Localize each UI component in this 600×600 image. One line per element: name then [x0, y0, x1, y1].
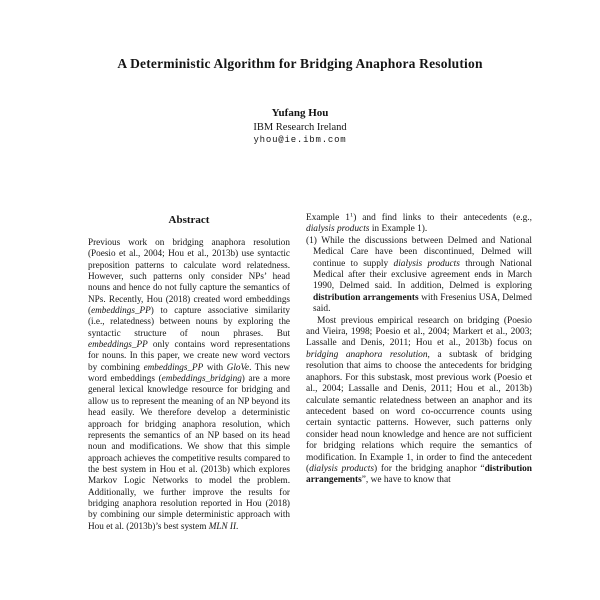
paper-title: A Deterministic Algorithm for Bridging Anaphora Resolution — [117, 56, 483, 71]
example-1-block: (1) While the discussions between Delmed and National Medical Care have been discontinued, Delmed will continue to supply dialysis products through National Medical after their exclusive agreement ends in March 1990, Delmed said. In addition, Delmed is exploring distribution arrangements with Fresenius USA, Delmed said. — [306, 235, 532, 315]
right-column — [306, 213, 532, 600]
intro-paragraph-2: Most previous empirical research on bridging (Poesio and Vieira, 1998; Poesio et al., 2004; Markert et al., 2003; Lassalle and Denis, 2011; Hou et al., 2013b) focus on bridging anaphora resolution, a subtask of bridging resolution that aims to choose the antecedents for bridging anaphors. For this substask, most previous work (Poesio et al., 2004; Lassalle and Denis, 2011; Hou et al., 2013b) calculate semantic relatedness between an anaphor and its antecedent based on word co-occurrence counts using certain syntactic patterns. However, such patterns only consider head noun knowledge and hence are not sufficient for bridging relations which require the semantics of modification. In Example 1, in order to find the antecedent (dialysis products) for the bridging anaphor “distribution arrangements”, we have to know that — [306, 315, 532, 486]
author-affiliation: IBM Research Ireland — [253, 121, 347, 133]
author-name: Yufang Hou — [271, 107, 329, 119]
intro-paragraph-continuation: Example $1^1$) and find links to their antecedents (e.g., dialysis products in Example 1). — [306, 213, 532, 235]
author-block — [0, 107, 600, 147]
abstract-heading: Abstract — [168, 214, 210, 226]
left-column — [75, 214, 303, 532]
abstract-text: Previous work on bridging anaphora resolution (Poesio et al., 2004; Hou et al., 2013b) use syntactic preposition patterns to calculate word relatedness. However, such patterns only consider NPs’ head nouns and hence do not fully capture the semantics of NPs. Recently, Hou (2018) created word embeddings (embeddings_PP) to capture associative similarity (i.e., relatedness) between nouns by exploring the syntactic structure of noun phrases. But embeddings_PP only contains word representations for nouns. In this paper, we create new word vectors by combining embeddings_PP with GloVe. This new word embeddings (embeddings_bridging) are a more general lexical knowledge resource for bridging and allow us to represent the meaning of an NP beyond its head easily. We therefore develop a deterministic approach for bridging anaphora resolution, which represents the semantics of an NP based on its head noun and modifications. We show that this simple approach achieves the competitive results compared to the best system in Hou et al. (2013b) which explores Markov Logic Networks to model the problem. Additionally, we further improve the results for bridging anaphora resolution reported in Hou (2018) by combining our simple deterministic approach with Hou et al. (2013b)’s best system MLN II. — [88, 237, 290, 531]
author-email: yhou@ie.ibm.com — [253, 134, 347, 145]
